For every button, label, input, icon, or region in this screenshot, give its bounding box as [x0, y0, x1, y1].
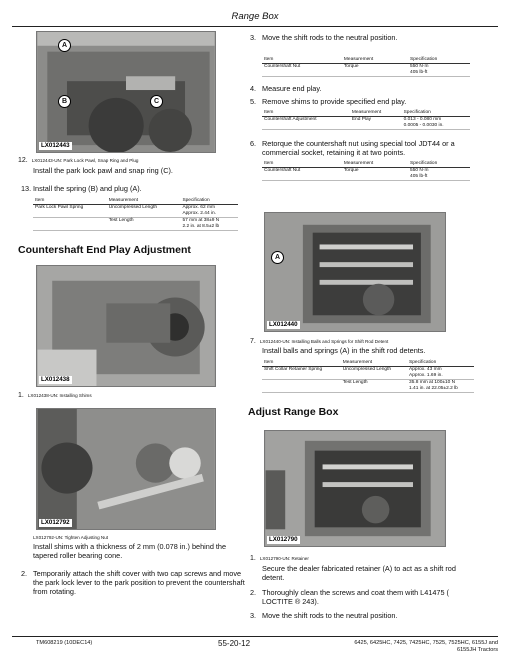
step-3-right — [250, 611, 474, 620]
figure-caption: LX012438-UN: Installing Shims — [27, 393, 92, 398]
spec-imperial: Approx. 1.69 in. — [409, 372, 443, 378]
spec-metric: Approx. 43 mm — [409, 367, 442, 372]
step-text: Measure end play. — [262, 84, 322, 93]
cell: End Play — [350, 116, 402, 129]
col-spec: Specification — [402, 109, 470, 116]
cell — [408, 167, 470, 180]
step-number: 4. — [250, 84, 257, 93]
spec-table-end-play — [262, 109, 470, 130]
cell — [180, 204, 238, 217]
figure-caption-tighten: LX012792-UN: Tighten Adjusting Nut — [33, 535, 109, 540]
figure-caption: LX012440-UN: Installing Balls and Springs for Shift Rod Detent — [259, 339, 389, 344]
step-number: 3. — [250, 33, 257, 42]
cell: Countershaft Nut — [262, 167, 342, 180]
step-number: 1. — [250, 555, 256, 562]
spec-metric: 57 mm at 38±9 N — [182, 218, 220, 223]
cell: Test Length — [107, 217, 181, 230]
spec-imperial: 1.41 in. at 22.05±2.2 lb — [409, 385, 458, 391]
figure-installing-shims-art — [37, 266, 215, 386]
step-1-right-text: Secure the dealer fabricated retainer (A) to act as a shift rod detent. — [262, 564, 456, 582]
step-text: Thoroughly clean the screws and coat them with L41475 ( LOCTITE ® 243). — [262, 588, 449, 606]
figure-tag: LX012438 — [41, 376, 70, 383]
step-text: Retorque the countershaft nut using special tool JDT44 or a commercial socket, retaining it at two points. — [262, 139, 455, 157]
cell — [408, 63, 470, 76]
cell: Countershaft Adjustment — [262, 116, 350, 129]
step-text: Temporarily attach the shift cover with two cap screws and move the park lock lever to the park position to prevent the countershaft from rotating. — [33, 569, 245, 596]
figure-installing-shims — [36, 265, 216, 387]
col-item: Item — [33, 197, 107, 204]
step-1-text: Install shims with a thickness of 2 mm (0.078 in.) behind the tapered roller bearing cone. — [33, 542, 227, 560]
spec-table-shift-collar-spring — [262, 359, 474, 393]
step-6 — [250, 139, 474, 157]
figure-caption: LX012790-UN: Retainer — [259, 556, 309, 561]
step-3 — [250, 33, 474, 42]
cell: Torque — [342, 167, 408, 180]
callout-a: A — [271, 251, 284, 264]
col-measurement: Measurement — [350, 109, 402, 116]
step-2 — [21, 569, 248, 596]
figure-retainer-art — [265, 431, 445, 546]
col-measurement: Measurement — [107, 197, 181, 204]
figure-retainer — [264, 430, 446, 547]
cell — [33, 217, 107, 230]
caption-step-1 — [18, 393, 238, 399]
step-text: Remove shims to provide specified end play. — [262, 97, 407, 106]
figure-tighten-nut — [36, 408, 216, 530]
footer-doc-code: TM608219 (10DEC14) — [36, 640, 93, 646]
step-5 — [250, 97, 474, 106]
cell — [180, 217, 238, 230]
figure-tag: LX012790 — [269, 536, 298, 543]
cell: Test Length — [341, 379, 407, 392]
col-measurement: Measurement — [342, 56, 408, 63]
step-number: 7. — [250, 338, 256, 345]
page-title: Range Box — [231, 11, 279, 22]
col-measurement: Measurement — [341, 359, 407, 366]
cell: Uncompressed Length — [107, 204, 181, 217]
col-measurement: Measurement — [342, 160, 408, 167]
step-4 — [250, 84, 474, 93]
step-12-text: Install the park lock pawl and snap ring (C). — [33, 166, 173, 175]
col-spec: Specification — [407, 359, 474, 366]
spec-metric: 35.8 mm at 100±10 N — [409, 380, 456, 385]
spec-metric: 550 N·m — [410, 168, 429, 173]
step-number: 2. — [21, 569, 28, 578]
step-13 — [21, 184, 248, 193]
cell: Shift Collar Retainer Spring — [262, 366, 341, 379]
figure-tighten-nut-art — [37, 409, 215, 529]
spec-imperial: 405 lb-ft — [410, 69, 428, 75]
callout-a: A — [58, 39, 71, 52]
section-heading: Countershaft End Play Adjustment — [18, 244, 191, 256]
figure-caption: LX012443-UN: Park Lock Pawl, Snap Ring and Plug — [31, 158, 139, 163]
models-line-1: 6425, 6425HC, 7425, 7425HC, 7525, 7525HC, 6155J and — [354, 640, 498, 646]
step-number: 1. — [18, 392, 24, 399]
footer-models — [290, 640, 498, 654]
cell: Countershaft Nut — [262, 63, 342, 76]
step-number: 3. — [250, 611, 257, 620]
col-spec: Specification — [408, 160, 470, 167]
section-heading: Adjust Range Box — [248, 406, 339, 418]
figure-shift-rod-detent — [264, 212, 446, 332]
step-number: 6. — [250, 139, 257, 148]
cell — [262, 379, 341, 392]
col-item: Item — [262, 160, 342, 167]
spec-table-countershaft-nut — [262, 56, 470, 77]
callout-c: C — [150, 95, 163, 108]
caption-step-7 — [250, 339, 480, 345]
cell — [407, 379, 474, 392]
col-item: Item — [262, 56, 342, 63]
step-number: 13. — [21, 184, 32, 193]
cell: Park Lock Pawl Spring — [33, 204, 107, 217]
caption-step-1-right — [250, 556, 480, 562]
models-line-2: 6155JH Tractors — [456, 647, 498, 653]
step-number: 2. — [250, 588, 257, 597]
step-number: 12. — [18, 157, 28, 164]
header-rule — [12, 26, 498, 27]
spec-imperial: 2.2 in. at 8.5±2 lb — [182, 223, 220, 229]
figure-tag: LX012440 — [269, 321, 298, 328]
spec-table-retorque — [262, 160, 470, 181]
footer-page-number: 55-20-12 — [218, 639, 251, 648]
spec-imperial: 405 lb-ft — [410, 173, 428, 179]
cell — [402, 116, 470, 129]
callout-b: B — [58, 95, 71, 108]
step-text: Install the spring (B) and plug (A). — [33, 184, 142, 193]
step-text: Move the shift rods to the neutral position. — [262, 611, 398, 620]
step-2-right — [250, 588, 474, 606]
figure-shift-rod-detent-art — [265, 213, 445, 331]
step-7-text: Install balls and springs (A) in the shift rod detents. — [262, 346, 426, 355]
spec-metric: 550 N·m — [410, 64, 429, 69]
spec-imperial: Approx. 2.44 in. — [182, 210, 217, 216]
spec-table-park-lock-spring — [33, 197, 238, 231]
cell: Uncompressed Length — [341, 366, 407, 379]
figure-tag: LX012443 — [41, 142, 70, 149]
figure-tag: LX012792 — [41, 519, 70, 526]
step-text: Move the shift rods to the neutral position. — [262, 33, 398, 42]
spec-imperial: 0.0005 - 0.0030 in. — [403, 122, 444, 128]
spec-metric: 0.013 - 0.080 mm — [403, 117, 442, 122]
col-spec: Specification — [180, 197, 238, 204]
col-item: Item — [262, 109, 350, 116]
footer-rule — [12, 636, 498, 637]
spec-metric: Approx. 62 mm — [182, 205, 215, 210]
caption-step-12 — [18, 158, 238, 164]
cell — [407, 366, 474, 379]
col-item: Item — [262, 359, 341, 366]
cell: Torque — [342, 63, 408, 76]
col-spec: Specification — [408, 56, 470, 63]
step-number: 5. — [250, 97, 257, 106]
